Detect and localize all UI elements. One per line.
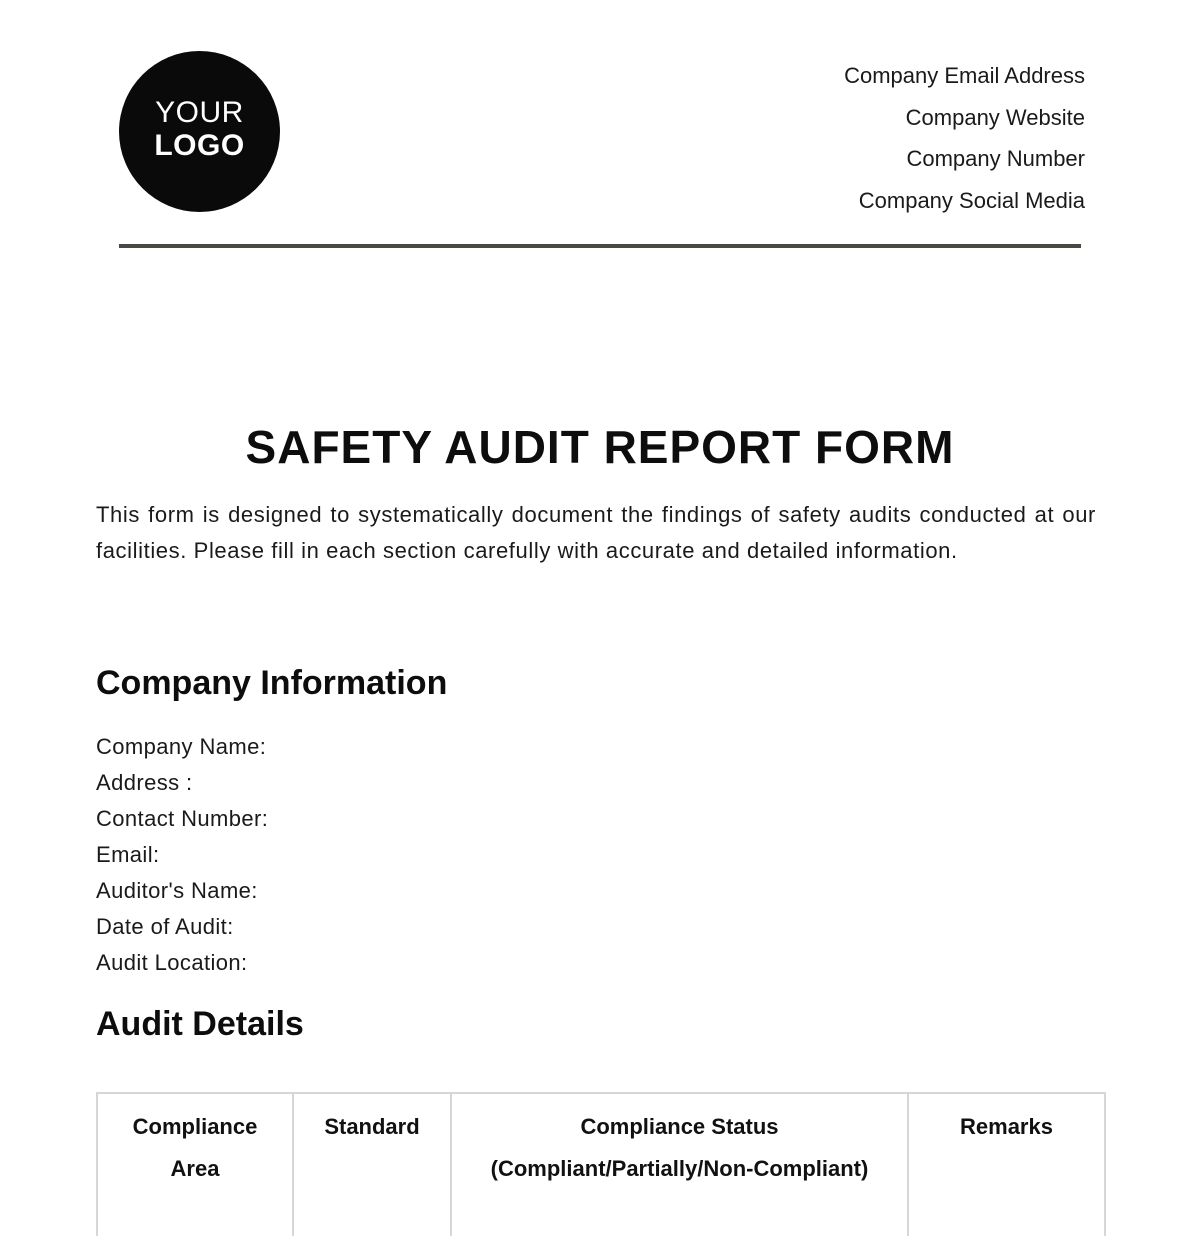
document-title: SAFETY AUDIT REPORT FORM xyxy=(245,421,955,473)
table-header-row xyxy=(97,1093,1105,1236)
company-logo xyxy=(119,51,280,212)
company-information-fields xyxy=(96,729,268,981)
audit-details-heading: Audit Details xyxy=(96,1005,304,1043)
field-auditor-name: Auditor's Name: xyxy=(96,878,258,903)
header-divider xyxy=(119,244,1081,248)
company-website: Company Website xyxy=(905,104,1085,130)
column-header-standard: Standard xyxy=(293,1093,451,1236)
company-social-media: Company Social Media xyxy=(858,187,1085,213)
column-header-remarks: Remarks xyxy=(908,1093,1105,1236)
audit-details-table xyxy=(96,1092,1106,1236)
logo-text-line2: LOGO xyxy=(154,128,245,162)
company-number: Company Number xyxy=(906,146,1085,171)
field-address: Address : xyxy=(96,770,193,795)
field-contact-number: Contact Number: xyxy=(96,806,269,831)
field-email: Email: xyxy=(96,842,160,867)
company-contact-block xyxy=(844,55,1085,221)
field-company-name: Company Name: xyxy=(96,734,267,759)
column-header-compliance-area: Compliance Area xyxy=(97,1093,293,1236)
field-audit-location: Audit Location: xyxy=(96,950,248,975)
field-date-of-audit: Date of Audit: xyxy=(96,914,234,939)
column-header-compliance-status: Compliance Status (Compliant/Partially/Non-Compliant) xyxy=(451,1093,908,1236)
intro-paragraph: This form is designed to systematically document the findings of safety audits conducted at our facilities. Please fill in each section carefully with accurate and detailed information. xyxy=(96,502,1096,563)
company-email: Company Email Address xyxy=(844,63,1085,88)
logo-text-line1: YOUR xyxy=(155,95,244,129)
company-information-heading: Company Information xyxy=(96,664,448,702)
